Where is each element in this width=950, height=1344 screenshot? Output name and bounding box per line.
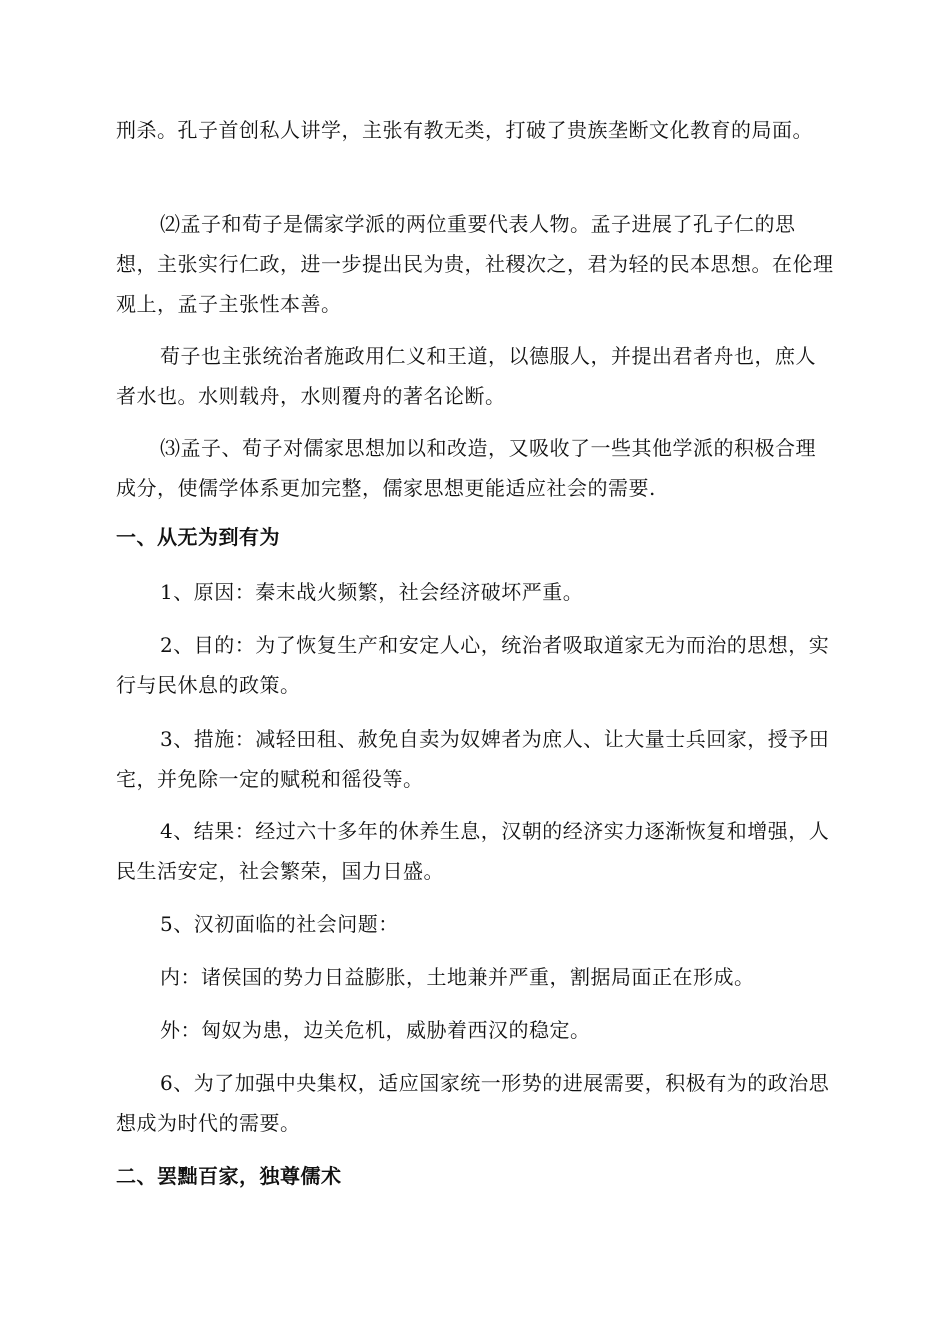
paragraph-confucius-teaching: 刑杀。孔子首创私人讲学，主张有教无类，打破了贵族垄断文化教育的局面。 [116, 118, 813, 142]
section-heading-2: 二、罢黜百家，独尊儒术 [116, 1164, 342, 1188]
paragraph-reform: ⑶孟子、荀子对儒家思想加以和改造，又吸收了一些其他学派的积极合理成分，使儒学体系更加完整，儒家思想更能适应社会的需要. [116, 436, 816, 500]
list-item-result: 4、结果：经过六十多年的休养生息，汉朝的经济实力逐渐恢复和增强，人民生活安定，社会繁荣，国力日盛。 [116, 819, 830, 883]
paragraph-xunzi-boat: 荀子也主张统治者施政用仁义和王道，以德服人，并提出君者舟也，庶人者水也。水则载舟，水则覆舟的著名论断。 [116, 344, 816, 408]
list-item-centralization: 6、为了加强中央集权，适应国家统一形势的进展需要，积极有为的政治思想成为时代的需要。 [116, 1071, 830, 1135]
list-item-external: 外：匈奴为患，边关危机，威胁着西汉的稳定。 [160, 1018, 591, 1042]
paragraph-mencius-xunzi: ⑵孟子和荀子是儒家学派的两位重要代表人物。孟子进展了孔子仁的思想，主张实行仁政，进一步提出民为贵，社稷次之，君为轻的民本思想。在伦理观上，孟子主张性本善。 [116, 212, 834, 316]
list-item-measures: 3、措施：减轻田租、赦免自卖为奴婢者为庶人、让大量士兵回家，授予田宅，并免除一定的赋税和徭役等。 [116, 727, 830, 791]
list-item-internal: 内：诸侯国的势力日益膨胀，土地兼并严重，割据局面正在形成。 [160, 965, 755, 989]
list-item-purpose: 2、目的：为了恢复生产和安定人心，统治者吸取道家无为而治的思想，实行与民休息的政策。 [116, 633, 830, 697]
list-item-cause: 1、原因：秦末战火频繁，社会经济破坏严重。 [160, 580, 584, 604]
section-heading-1: 一、从无为到有为 [116, 525, 280, 549]
list-item-problems: 5、汉初面临的社会问题： [160, 912, 399, 936]
